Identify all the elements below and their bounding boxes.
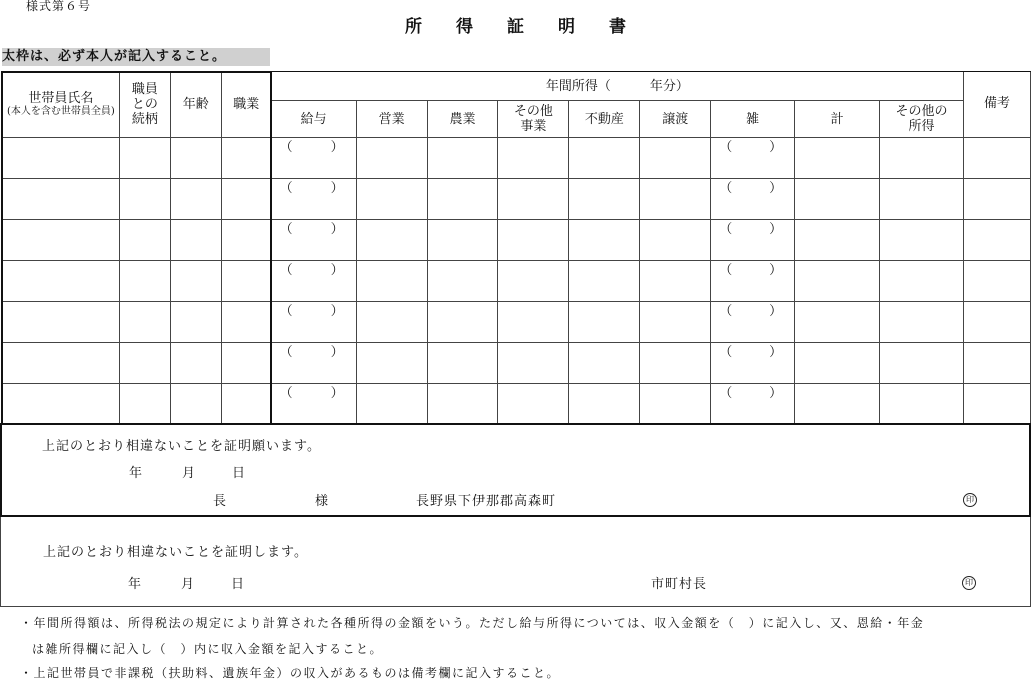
- paren-close: ）: [330, 345, 344, 360]
- misc-cell[interactable]: [711, 179, 795, 220]
- paren-open: （: [719, 263, 733, 278]
- paren-open: （: [719, 304, 733, 319]
- table-cell[interactable]: [170, 343, 221, 384]
- table-cell[interactable]: [963, 220, 1030, 261]
- header-annual-income: 年間所得（ 年分）: [271, 72, 963, 101]
- table-cell[interactable]: [569, 302, 640, 343]
- table-cell[interactable]: [963, 179, 1030, 220]
- certify-month-label: 月: [181, 577, 196, 592]
- table-cell[interactable]: [498, 138, 569, 179]
- table-cell[interactable]: [963, 302, 1030, 343]
- table-cell[interactable]: [221, 220, 271, 261]
- table-cell[interactable]: [498, 220, 569, 261]
- paren-open: （: [719, 222, 733, 237]
- table-cell[interactable]: [170, 384, 221, 425]
- income-amount-parens: [272, 138, 356, 178]
- table-cell[interactable]: [640, 302, 711, 343]
- paren-close: ）: [330, 386, 344, 401]
- paren-close: ）: [769, 263, 783, 278]
- table-cell[interactable]: [170, 138, 221, 179]
- table-cell[interactable]: [963, 261, 1030, 302]
- income-amount-parens: [711, 302, 794, 342]
- header-income-type-7: 計: [795, 101, 880, 138]
- table-cell[interactable]: [880, 138, 964, 179]
- table-cell[interactable]: [640, 384, 711, 425]
- table-cell[interactable]: [498, 179, 569, 220]
- table-cell[interactable]: [795, 384, 880, 425]
- misc-cell[interactable]: [711, 220, 795, 261]
- paren-close: ）: [330, 304, 344, 319]
- paren-close: ）: [330, 222, 344, 237]
- table-cell[interactable]: [3, 179, 120, 220]
- header-name-label: 世帯員氏名: [28, 91, 94, 106]
- table-cell[interactable]: [3, 220, 120, 261]
- paren-open: （: [279, 345, 293, 360]
- income-amount-parens: [711, 384, 794, 424]
- table-cell[interactable]: [427, 384, 498, 425]
- table-cell[interactable]: [119, 384, 170, 425]
- table-cell[interactable]: [170, 220, 221, 261]
- table-cell[interactable]: [356, 179, 427, 220]
- table-cell[interactable]: [795, 261, 880, 302]
- salary-cell[interactable]: [271, 138, 356, 179]
- income-amount-parens: [272, 220, 356, 260]
- header-income-type-2: 農業: [427, 101, 498, 138]
- misc-cell[interactable]: [711, 261, 795, 302]
- income-table: [2, 71, 1031, 425]
- misc-cell[interactable]: [711, 384, 795, 425]
- table-cell[interactable]: [170, 302, 221, 343]
- table-cell[interactable]: [170, 261, 221, 302]
- request-year-label: 年: [129, 466, 144, 481]
- table-cell[interactable]: [569, 343, 640, 384]
- table-row: [3, 138, 1031, 179]
- paren-close: ）: [769, 222, 783, 237]
- honorific-label: 様: [315, 494, 330, 509]
- table-cell[interactable]: [119, 261, 170, 302]
- income-amount-parens: [711, 261, 794, 301]
- table-cell[interactable]: [3, 261, 120, 302]
- table-row: [3, 384, 1031, 425]
- table-cell[interactable]: [119, 179, 170, 220]
- income-amount-parens: [272, 261, 356, 301]
- table-cell[interactable]: [427, 343, 498, 384]
- certify-day-label: 日: [231, 577, 246, 592]
- header-name-sub: (本人を含む世帯員全員): [7, 106, 115, 117]
- header-relation: [119, 72, 170, 138]
- table-cell[interactable]: [498, 343, 569, 384]
- header-income-type-1: 営業: [356, 101, 427, 138]
- request-statement: 上記のとおり相違ないことを証明願います。: [42, 439, 321, 454]
- paren-open: （: [279, 140, 293, 155]
- table-cell[interactable]: [640, 343, 711, 384]
- paren-close: ）: [769, 386, 783, 401]
- table-row: [3, 220, 1031, 261]
- table-cell[interactable]: [3, 138, 120, 179]
- footnote-1: ・年間所得額は、所得税法の規定により計算された各種所得の金額をいう。ただし給与所得については、収入金額を（ ）に記入し、又、恩給・年金: [20, 616, 925, 630]
- footnote-1-cont: は雑所得欄に記入し（ ）内に収入金額を記入すること。: [32, 642, 384, 656]
- table-cell[interactable]: [795, 138, 880, 179]
- table-cell[interactable]: [221, 179, 271, 220]
- table-cell[interactable]: [427, 261, 498, 302]
- table-cell[interactable]: [119, 343, 170, 384]
- header-age: 年齢: [170, 72, 221, 138]
- table-cell[interactable]: [880, 384, 964, 425]
- income-amount-parens: [272, 343, 356, 383]
- table-cell[interactable]: [569, 384, 640, 425]
- table-cell[interactable]: [640, 179, 711, 220]
- header-income-type-4: 不動産: [569, 101, 640, 138]
- table-cell[interactable]: [221, 302, 271, 343]
- header-occupation: 職業: [221, 72, 271, 138]
- chief-label: 長: [213, 494, 228, 509]
- table-cell[interactable]: [880, 179, 964, 220]
- table-cell[interactable]: [880, 302, 964, 343]
- paren-close: ）: [769, 304, 783, 319]
- table-row: [3, 261, 1031, 302]
- paren-close: ）: [330, 140, 344, 155]
- header-income-type-8: その他の 所得: [880, 101, 964, 138]
- table-cell[interactable]: [221, 384, 271, 425]
- table-row: [3, 302, 1031, 343]
- bold-frame-notice: 太枠は、必ず本人が記入すること。: [2, 48, 270, 66]
- certification-request-section: [0, 423, 1031, 517]
- salary-cell[interactable]: [271, 220, 356, 261]
- paren-open: （: [719, 345, 733, 360]
- paren-close: ）: [330, 263, 344, 278]
- income-amount-parens: [711, 138, 794, 178]
- paren-open: （: [279, 222, 293, 237]
- paren-close: ）: [330, 181, 344, 196]
- table-cell[interactable]: [963, 343, 1030, 384]
- income-amount-parens: [711, 179, 794, 219]
- paren-open: （: [279, 181, 293, 196]
- header-relation-label: 職員 との 続柄: [131, 82, 158, 127]
- table-cell[interactable]: [356, 261, 427, 302]
- salary-cell[interactable]: [271, 384, 356, 425]
- paren-open: （: [719, 386, 733, 401]
- paren-open: （: [279, 386, 293, 401]
- misc-cell[interactable]: [711, 302, 795, 343]
- header-remarks: 備考: [963, 72, 1030, 138]
- income-amount-parens: [272, 302, 356, 342]
- table-cell[interactable]: [427, 179, 498, 220]
- table-cell[interactable]: [795, 302, 880, 343]
- header-name: [3, 72, 120, 138]
- table-cell[interactable]: [569, 179, 640, 220]
- table-cell[interactable]: [640, 138, 711, 179]
- salary-cell[interactable]: [271, 302, 356, 343]
- income-amount-parens: [711, 220, 794, 260]
- table-cell[interactable]: [569, 261, 640, 302]
- certify-year-label: 年: [128, 577, 143, 592]
- table-cell[interactable]: [3, 343, 120, 384]
- form-number: 様式第６号: [26, 0, 92, 13]
- table-cell[interactable]: [3, 302, 120, 343]
- certification-section: [0, 517, 1031, 607]
- table-cell[interactable]: [963, 384, 1030, 425]
- paren-open: （: [279, 304, 293, 319]
- table-cell[interactable]: [3, 384, 120, 425]
- page-title: 所得証明書: [405, 17, 660, 37]
- paren-close: ）: [769, 345, 783, 360]
- salary-cell[interactable]: [271, 179, 356, 220]
- table-cell[interactable]: [170, 179, 221, 220]
- table-cell[interactable]: [569, 220, 640, 261]
- applicant-address: 長野県下伊那郡高森町: [416, 494, 557, 509]
- table-cell[interactable]: [640, 220, 711, 261]
- certify-statement: 上記のとおり相違ないことを証明します。: [43, 545, 308, 560]
- salary-cell[interactable]: [271, 261, 356, 302]
- table-cell[interactable]: [880, 261, 964, 302]
- table-cell[interactable]: [795, 343, 880, 384]
- seal-icon: 印: [963, 493, 977, 507]
- table-cell[interactable]: [640, 261, 711, 302]
- table-cell[interactable]: [498, 261, 569, 302]
- table-cell[interactable]: [356, 138, 427, 179]
- table-cell[interactable]: [963, 138, 1030, 179]
- table-row: [3, 343, 1031, 384]
- table-cell[interactable]: [880, 220, 964, 261]
- header-income-type-5: 譲渡: [640, 101, 711, 138]
- mayor-label: 市町村長: [651, 577, 708, 592]
- misc-cell[interactable]: [711, 138, 795, 179]
- table-cell[interactable]: [427, 302, 498, 343]
- table-cell[interactable]: [356, 343, 427, 384]
- table-cell[interactable]: [119, 138, 170, 179]
- footnote-2: ・上記世帯員で非課税（扶助料、遺族年金）の収入があるものは備考欄に記入すること。: [20, 666, 561, 680]
- table-cell[interactable]: [356, 302, 427, 343]
- table-cell[interactable]: [221, 343, 271, 384]
- table-cell[interactable]: [119, 220, 170, 261]
- header-income-type-6: 雑: [711, 101, 795, 138]
- paren-open: （: [719, 181, 733, 196]
- income-amount-parens: [711, 343, 794, 383]
- misc-cell[interactable]: [711, 343, 795, 384]
- paren-open: （: [719, 140, 733, 155]
- income-amount-parens: [272, 384, 356, 424]
- table-cell[interactable]: [569, 138, 640, 179]
- table-cell[interactable]: [221, 261, 271, 302]
- request-day-label: 日: [232, 466, 247, 481]
- header-income-type-0: 給与: [271, 101, 356, 138]
- salary-cell[interactable]: [271, 343, 356, 384]
- table-cell[interactable]: [119, 302, 170, 343]
- table-cell[interactable]: [498, 384, 569, 425]
- header-income-type-3: その他 事業: [498, 101, 569, 138]
- table-cell[interactable]: [221, 138, 271, 179]
- income-amount-parens: [272, 179, 356, 219]
- table-cell[interactable]: [427, 138, 498, 179]
- paren-close: ）: [769, 140, 783, 155]
- paren-open: （: [279, 263, 293, 278]
- table-cell[interactable]: [795, 220, 880, 261]
- table-cell[interactable]: [427, 220, 498, 261]
- table-cell[interactable]: [795, 179, 880, 220]
- paren-close: ）: [769, 181, 783, 196]
- table-cell[interactable]: [356, 384, 427, 425]
- seal-icon: 印: [962, 576, 976, 590]
- request-month-label: 月: [182, 466, 197, 481]
- table-cell[interactable]: [880, 343, 964, 384]
- table-cell[interactable]: [498, 302, 569, 343]
- table-row: [3, 179, 1031, 220]
- table-cell[interactable]: [356, 220, 427, 261]
